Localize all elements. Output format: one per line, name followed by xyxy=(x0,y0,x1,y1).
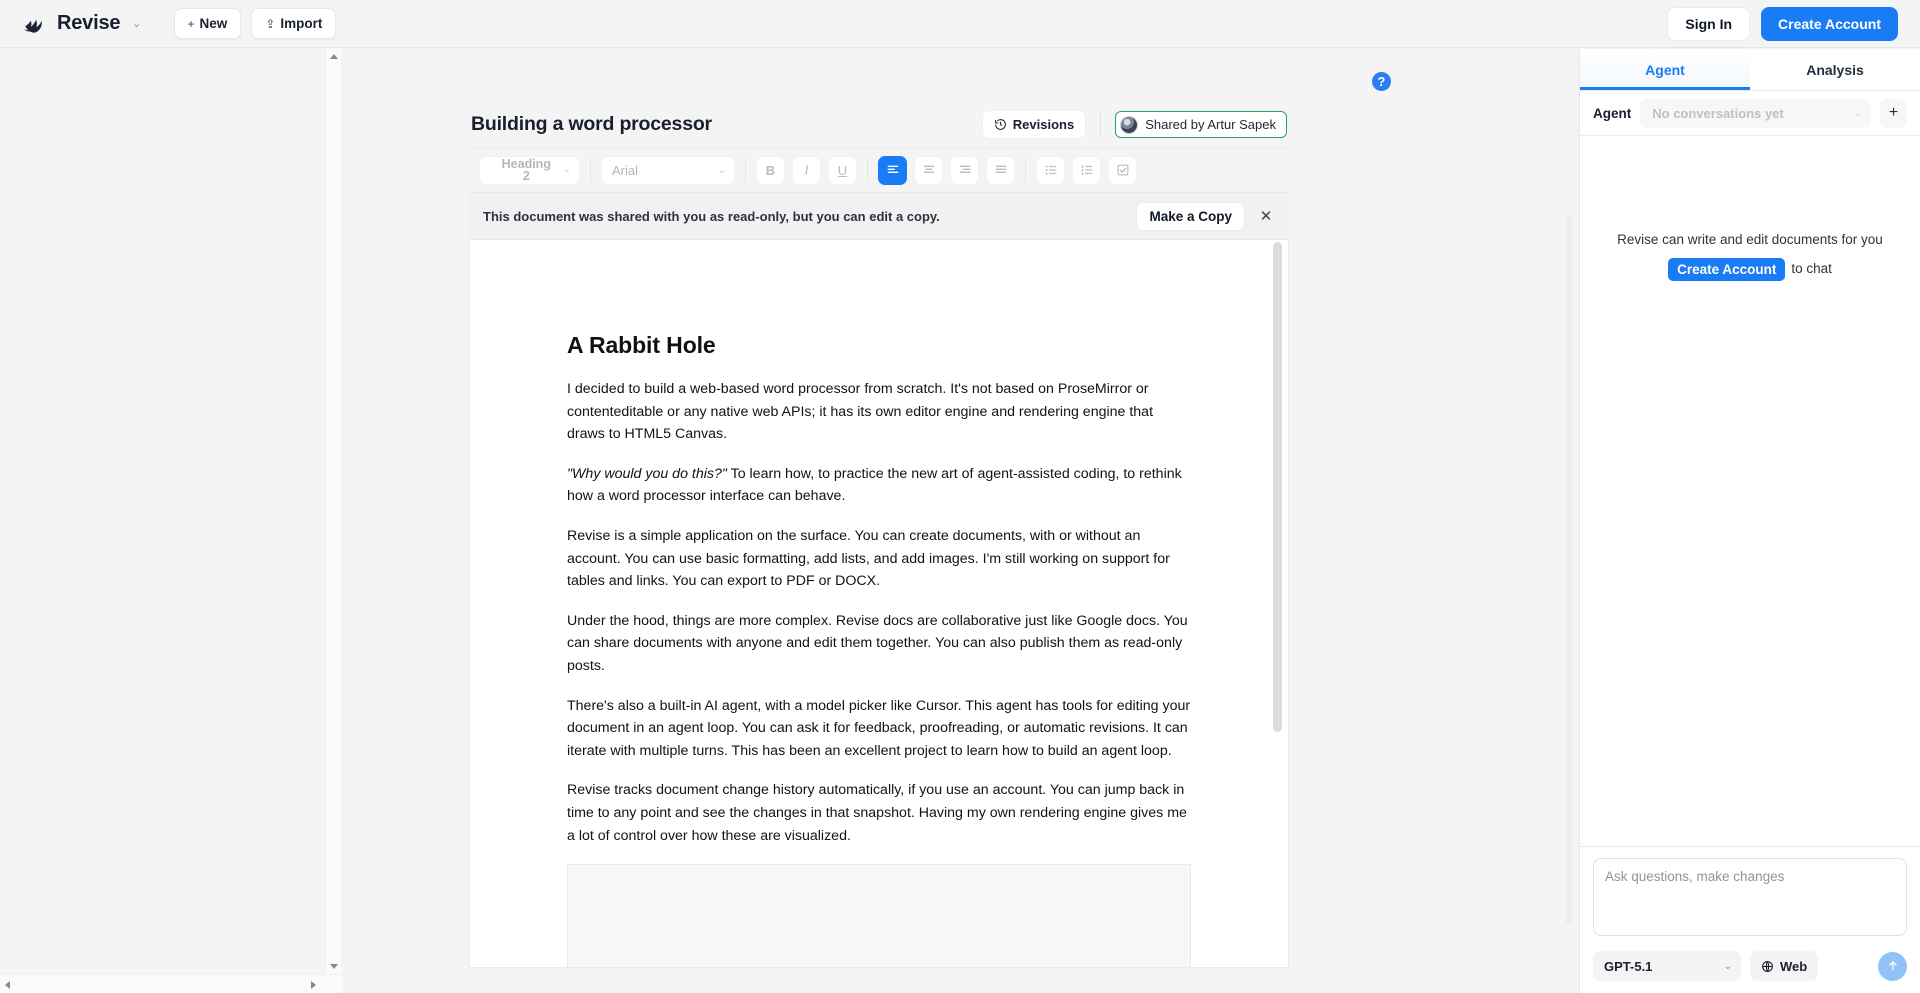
toolbar-separator xyxy=(590,158,591,182)
make-a-copy-button[interactable]: Make a Copy xyxy=(1136,202,1245,231)
agent-empty-state xyxy=(1580,232,1920,281)
align-center-icon xyxy=(922,163,936,177)
agent-conversation-bar xyxy=(1580,91,1920,136)
conversation-value: No conversations yet xyxy=(1652,105,1784,121)
conversation-select[interactable] xyxy=(1640,99,1871,128)
numbered-list-icon xyxy=(1080,163,1094,177)
numbered-list-button[interactable] xyxy=(1072,156,1101,185)
agent-label: Agent xyxy=(1593,105,1632,121)
chevron-down-icon: ⌄ xyxy=(1723,960,1732,972)
toolbar-separator xyxy=(745,158,746,182)
document-header-actions xyxy=(982,110,1287,139)
notice-text: This document was shared with you as read-only, but you can edit a copy. xyxy=(483,208,940,224)
plus-icon: + xyxy=(187,16,195,31)
editor-scrollbar-track[interactable] xyxy=(1565,214,1572,924)
align-justify-icon xyxy=(994,163,1008,177)
top-bar-actions xyxy=(174,8,337,39)
help-row xyxy=(1372,72,1391,91)
agent-panel-tabs xyxy=(1580,49,1920,91)
upload-icon: ⇪ xyxy=(265,16,276,31)
scroll-left-arrow-icon[interactable] xyxy=(5,981,10,989)
document-shell xyxy=(469,102,1289,968)
composer-controls xyxy=(1593,951,1907,981)
top-bar xyxy=(0,0,1920,48)
checklist-icon xyxy=(1116,163,1130,177)
tab-analysis[interactable]: Analysis xyxy=(1750,49,1920,90)
font-value: Arial xyxy=(612,162,639,178)
chevron-down-icon: ⌄ xyxy=(717,164,726,176)
document-scrollbar-thumb[interactable] xyxy=(1273,242,1282,732)
globe-icon xyxy=(1761,960,1774,973)
scroll-right-arrow-icon[interactable] xyxy=(311,981,316,989)
new-button-label: New xyxy=(199,16,228,31)
style-line-1: Heading xyxy=(501,157,551,171)
align-left-icon xyxy=(886,163,900,177)
model-value: GPT-5.1 xyxy=(1604,958,1653,974)
document-content xyxy=(470,240,1288,968)
notice-actions xyxy=(1136,202,1277,231)
document-paragraph: Under the hood, things are more complex. Revise docs are collaborative just like Google docs. You can share documents with anyone and edit them together. You can also publish them as read-only posts. xyxy=(567,612,1188,674)
chat-input[interactable] xyxy=(1593,858,1907,936)
chevron-down-icon: ⌄ xyxy=(132,18,142,30)
toolbar-separator xyxy=(1025,158,1026,182)
revisions-button[interactable] xyxy=(982,110,1086,139)
formatting-toolbar xyxy=(469,147,1289,193)
shared-by-label: Shared by Artur Sapek xyxy=(1145,117,1276,132)
read-only-notice-banner xyxy=(469,193,1289,240)
style-line-2: 2 xyxy=(522,169,530,183)
help-icon[interactable]: ? xyxy=(1372,72,1391,91)
status-badge[interactable] xyxy=(1115,111,1287,138)
bullet-list-icon xyxy=(1044,163,1058,177)
web-toggle-button[interactable] xyxy=(1750,951,1818,981)
editor-region xyxy=(342,49,1579,993)
checklist-button[interactable] xyxy=(1108,156,1137,185)
document-paragraph: Revise is a simple application on the surface. You can create documents, with or without an account. You can use basic formatting, add lists, and add images. I'm still working on support for tables and links. You can export to PDF or DOCX. xyxy=(567,527,1170,590)
sign-in-button[interactable]: Sign In xyxy=(1667,7,1750,41)
italic-button[interactable]: I xyxy=(792,156,821,185)
document-header xyxy=(469,102,1289,147)
revisions-label: Revisions xyxy=(1012,117,1075,132)
history-clock-icon xyxy=(994,118,1007,131)
align-left-button[interactable] xyxy=(878,156,907,185)
agent-composer xyxy=(1580,846,1920,993)
document-paragraph: I decided to build a web-based word processor from scratch. It's not based on ProseMirror or contenteditable or any native web APIs; it has its own editor engine and rendering engine that draws to HTML5 Canvas. xyxy=(567,381,1154,443)
web-label: Web xyxy=(1780,958,1808,974)
new-conversation-button[interactable]: + xyxy=(1880,99,1907,128)
empty-state-suffix: to chat xyxy=(1791,261,1832,277)
align-center-button[interactable] xyxy=(914,156,943,185)
agent-panel xyxy=(1579,49,1920,993)
left-pane-horizontal-scrollbar[interactable] xyxy=(0,974,342,993)
header-divider xyxy=(1100,112,1101,137)
top-bar-auth-actions xyxy=(1667,7,1898,41)
document-paragraph: Revise tracks document change history automatically, if you use an account. You can jump back in time to any point and see the changes in that snapshot. Having my own rendering engine gives me a lot of control over how these are visualized. xyxy=(567,782,1187,844)
empty-state-message: Revise can write and edit documents for you xyxy=(1617,232,1883,247)
document-canvas[interactable] xyxy=(469,240,1289,968)
document-paragraph: There's also a built-in AI agent, with a model picker like Cursor. This agent has tools for editing your document in an agent loop. You can ask it for feedback, proofreading, or automatic revisions. It can iterate with multiple turns. This has been an excellent project to learn how to build an agent loop. xyxy=(567,697,1191,759)
quote-rest: To learn how, to practice the new art of agent-assisted coding, to rethink how a word processor interface can behave. xyxy=(567,465,1182,505)
scroll-up-arrow-icon[interactable] xyxy=(330,54,338,59)
left-pane-vertical-scrollbar[interactable] xyxy=(325,49,341,974)
import-button[interactable] xyxy=(251,8,336,39)
brand-name: Revise xyxy=(57,12,121,34)
new-document-button[interactable] xyxy=(174,8,242,39)
left-pane xyxy=(0,49,342,993)
paragraph-style-select[interactable] xyxy=(479,156,580,185)
chevron-down-icon: ⌄ xyxy=(1853,107,1862,119)
align-right-button[interactable] xyxy=(950,156,979,185)
quote-italic: "Why would you do this?" xyxy=(567,465,727,482)
revise-logo-icon xyxy=(22,11,48,37)
document-paragraph-quote xyxy=(567,463,1191,508)
avatar xyxy=(1120,116,1138,134)
close-icon[interactable]: ✕ xyxy=(1255,205,1277,227)
align-right-icon xyxy=(958,163,972,177)
document-image-placeholder xyxy=(567,864,1191,968)
send-message-button[interactable] xyxy=(1878,952,1907,981)
agent-panel-body xyxy=(1580,136,1920,846)
create-account-inline-button[interactable]: Create Account xyxy=(1668,258,1785,281)
arrow-up-icon xyxy=(1886,959,1900,973)
create-account-button[interactable]: Create Account xyxy=(1761,7,1898,41)
document-heading: A Rabbit Hole xyxy=(567,332,716,358)
toolbar-separator xyxy=(867,158,868,182)
model-select[interactable] xyxy=(1593,951,1741,981)
empty-state-cta-row xyxy=(1580,258,1920,281)
bold-button[interactable]: B xyxy=(756,156,785,185)
chevron-down-icon: ⌄ xyxy=(562,164,571,175)
import-button-label: Import xyxy=(280,16,323,31)
tab-agent[interactable]: Agent xyxy=(1580,49,1750,90)
font-family-select[interactable] xyxy=(601,156,735,185)
bullet-list-button[interactable] xyxy=(1036,156,1065,185)
underline-button[interactable]: U xyxy=(828,156,857,185)
brand-menu[interactable] xyxy=(22,11,142,37)
align-justify-button[interactable] xyxy=(986,156,1015,185)
page-title: Building a word processor xyxy=(471,113,712,135)
scroll-down-arrow-icon[interactable] xyxy=(330,964,338,969)
